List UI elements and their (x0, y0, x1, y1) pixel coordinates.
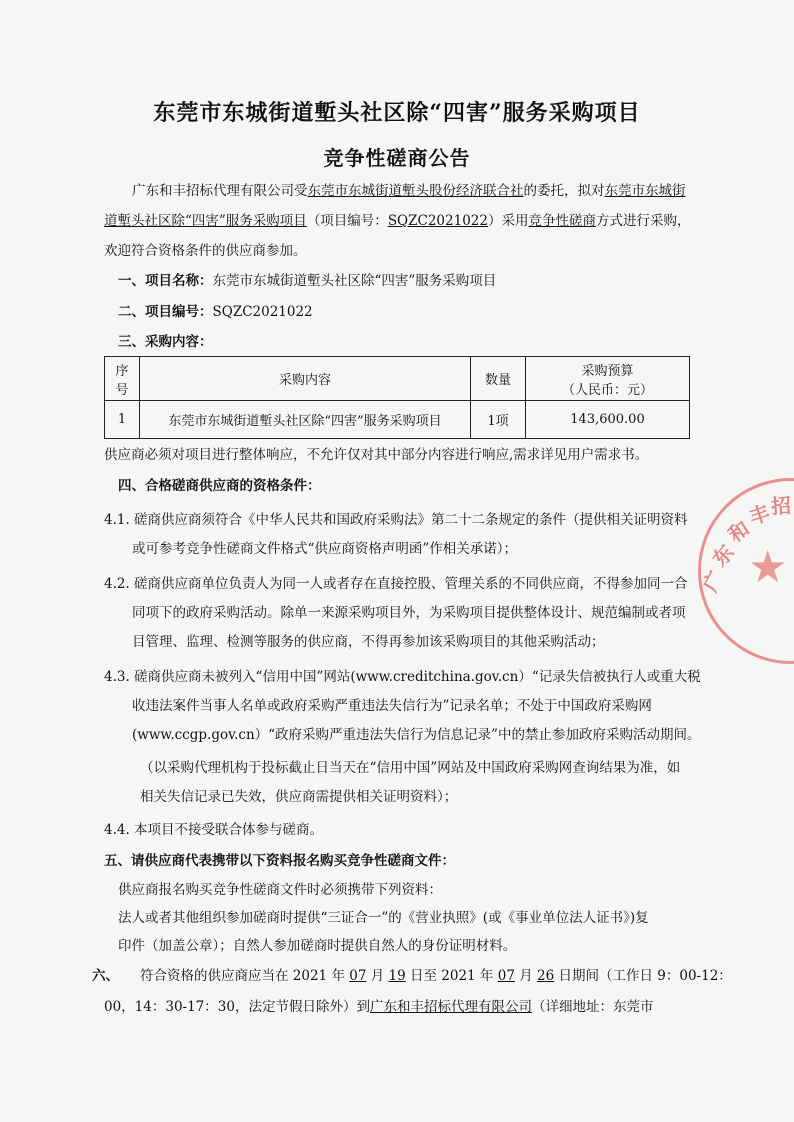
clause-4-3-line-3: (www.ccgp.gov.cn）“政府采购严重违法失信行为信息记录”中的禁止参加政府采购活动期间。 (132, 727, 701, 743)
intro-line-3: 欢迎符合资格条件的供应商参加。 (104, 243, 307, 259)
table-note: 供应商必须对项目进行整体响应，不允许仅对其中部分内容进行响应,需求详见用户需求书。 (104, 447, 649, 463)
clause-4-4: 4.4. 本项目不接受联合体参与磋商。 (104, 822, 324, 838)
intro-line-1: 广东和丰招标代理有限公司受东莞市东城街道塹头股份经济联合社的委托，拟对东莞市东城街 (132, 183, 686, 199)
seal-star-icon: ★ (748, 542, 788, 593)
table-header-row (105, 357, 690, 401)
clause-4-3-line-4: （以采购代理机构于投标截止日当天在“信用中国”网站及中国政府采购网查询结果为准，如 (140, 760, 681, 776)
header-budget: 采购预算 （人民币：元） (526, 357, 690, 401)
clause-4-3-line-2: 收违法案件当事人名单或政府采购严重违法失信行为”记录名单；不处于中国政府采购网 (132, 698, 652, 714)
seal-text-4: 丰 (746, 500, 773, 530)
clause-4-3-line-5: 相关失信记录已失效，供应商需提供相关证明资料）； (140, 789, 458, 805)
section-1: 一、项目名称：东莞市东城街道塹头社区除“四害”服务采购项目 (118, 273, 497, 289)
section-2: 二、项目编号：SQZC2021022 (118, 304, 313, 320)
seal-text-5: 招 (770, 493, 792, 519)
header-content: 采购内容 (140, 357, 471, 401)
clause-4-3-line-1: 4.3. 磋商供应商未被列入“信用中国”网站(www.creditchina.gov.cn）“记录失信被执行人或重大税 (104, 669, 701, 685)
table-row (105, 401, 690, 439)
seal-text-3: 和 (723, 516, 754, 548)
clause-4-1-line-2: 或可参考竞争性磋商文件格式“供应商资格声明函”作相关承诺）； (132, 541, 518, 557)
clause-4-2-line-2: 同项下的政府采购活动。除单一来源采购项目外，为采购项目提供整体设计、规范编制或者项 (132, 605, 686, 621)
section-5-line-2: 法人或者其他组织参加磋商时提供“三证合一”的《营业执照》(或《事业单位法人证书》)复 (118, 910, 649, 926)
section-3-label: 三、采购内容： (118, 334, 213, 350)
clause-4-2-line-3: 目管理、监理、检测等服务的供应商，不得再参加该采购项目的其他采购活动； (132, 634, 605, 650)
cell-seq: 1 (105, 401, 140, 439)
section-6-line-2: 00，14：30-17：30，法定节假日除外）到广东和丰招标代理有限公司（详细地址：东莞市 (104, 999, 654, 1015)
procurement-table (104, 356, 690, 439)
clause-4-1-line-1: 4.1. 磋商供应商须符合《中华人民共和国政府采购法》第二十二条规定的条件（提供相关证明资料 (104, 512, 688, 528)
cell-qty: 1项 (471, 401, 526, 439)
header-qty: 数量 (471, 357, 526, 401)
clause-4-2-line-1: 4.2. 磋商供应商单位负责人为同一人或者存在直接控股、管理关系的不同供应商，不得参加同一合 (104, 576, 688, 592)
section-6-number: 六、 (92, 968, 119, 984)
cell-budget: 143,600.00 (526, 401, 690, 439)
section-5-label: 五、请供应商代表携带以下资料报名购买竞争性磋商文件： (104, 853, 455, 869)
header-seq: 序 号 (105, 357, 140, 401)
section-6-line-1: 符合资格的供应商应当在 2021 年 07 月 19 日至 2021 年 07 月 26 日期间（工作日 9：00-12： (140, 968, 732, 984)
section-5-line-3: 印件（加盖公章）；自然人参加磋商时提供自然人的身份证明材料。 (118, 938, 517, 954)
page-subtitle: 竞争性磋商公告 (323, 146, 471, 170)
section-4-label: 四、合格磋商供应商的资格条件： (118, 478, 321, 494)
page-title: 东莞市东城街道塹头社区除“四害”服务采购项目 (153, 100, 641, 126)
seal-text-1: 广 (698, 566, 729, 596)
seal-text-2: 东 (707, 540, 739, 571)
section-5-line-1: 供应商报名购买竞争性磋商文件时必须携带下列资料： (118, 882, 442, 898)
cell-content: 东莞市东城街道塹头社区除“四害”服务采购项目 (140, 401, 471, 439)
intro-line-2: 道塹头社区除“四害”服务采购项目（项目编号：SQZC2021022）采用竞争性磋商方式进行采购， (104, 213, 691, 229)
